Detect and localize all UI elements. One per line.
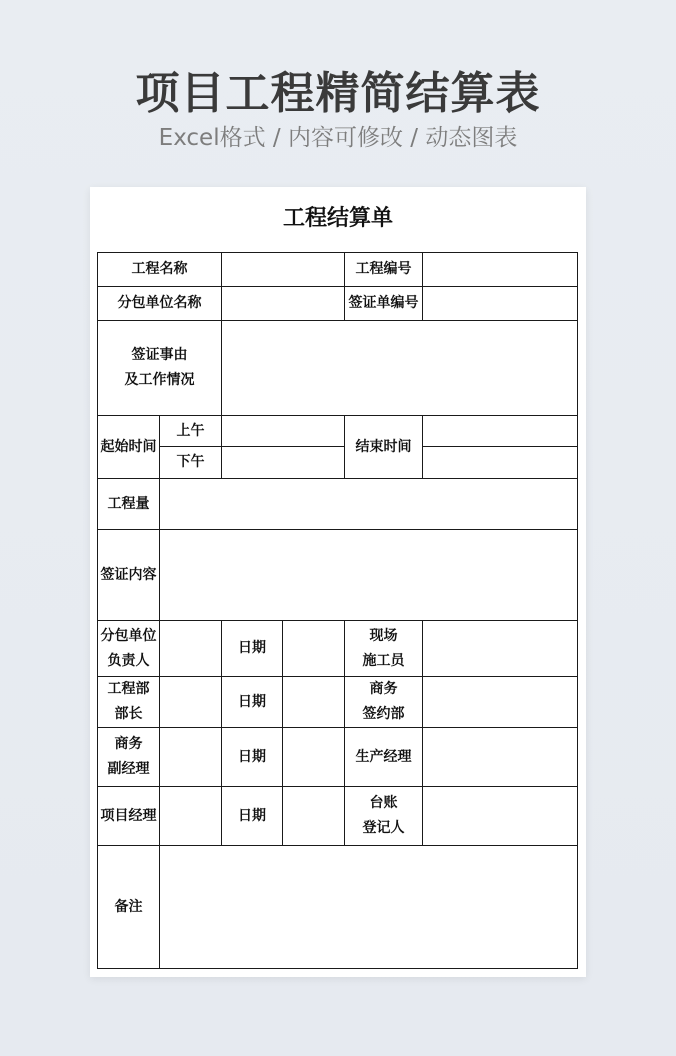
- label-am: 上午: [160, 416, 222, 447]
- end-am-cell[interactable]: [423, 416, 578, 447]
- project-name-cell[interactable]: [222, 253, 345, 287]
- table-row: [98, 253, 578, 287]
- label-sub-leader-line2: 负责人: [107, 652, 150, 669]
- eng-dept-date-cell[interactable]: [283, 677, 345, 728]
- settlement-table: [97, 252, 578, 969]
- label-date: 日期: [222, 787, 283, 846]
- label-quantity: 工程量: [98, 479, 160, 530]
- subcontractor-name-cell[interactable]: [222, 287, 345, 321]
- project-no-cell[interactable]: [423, 253, 578, 287]
- commerce-sign-cell[interactable]: [423, 677, 578, 728]
- label-pm: 下午: [160, 447, 222, 479]
- eng-dept-sign-cell[interactable]: [160, 677, 222, 728]
- label-visa-content: 签证内容: [98, 530, 160, 621]
- label-visa-reason-line1: 签证事由: [131, 347, 188, 363]
- ledger-sign-cell[interactable]: [423, 787, 578, 846]
- visa-reason-cell[interactable]: [222, 321, 578, 416]
- label-subcontractor-name: 分包单位名称: [98, 287, 222, 321]
- table-row: [98, 416, 578, 447]
- label-visa-reason: [98, 321, 222, 416]
- table-row: [98, 677, 578, 728]
- label-ledger-line2: 登记人: [362, 820, 405, 836]
- start-am-cell[interactable]: [222, 416, 345, 447]
- label-visa-no: 签证单编号: [345, 287, 423, 321]
- label-site-worker-line2: 施工员: [362, 652, 405, 669]
- page-title: 项目工程精简结算表: [135, 68, 541, 119]
- sub-leader-sign-cell[interactable]: [160, 621, 222, 677]
- label-remarks: 备注: [98, 846, 160, 969]
- label-commerce-vice: [98, 728, 160, 787]
- site-worker-sign-cell[interactable]: [423, 621, 578, 677]
- label-project-no: 工程编号: [345, 253, 423, 287]
- label-site-worker: [345, 621, 423, 677]
- table-row: [98, 530, 578, 621]
- table-row: [98, 787, 578, 846]
- label-commerce-vice-line2: 副经理: [107, 761, 150, 777]
- label-visa-reason-line2: 及工作情况: [124, 372, 195, 388]
- start-pm-cell[interactable]: [222, 447, 345, 479]
- label-commerce: [345, 677, 423, 728]
- sub-leader-date-cell[interactable]: [283, 621, 345, 677]
- table-row: [98, 321, 578, 416]
- label-date: 日期: [222, 677, 283, 728]
- label-eng-dept: [98, 677, 160, 728]
- project-manager-sign-cell[interactable]: [160, 787, 222, 846]
- table-row: [98, 621, 578, 677]
- label-commerce-vice-line1: 商务: [114, 736, 143, 752]
- label-commerce-line2: 签约部: [362, 706, 405, 722]
- table-row: [98, 728, 578, 787]
- visa-content-cell[interactable]: [160, 530, 578, 621]
- label-commerce-line1: 商务: [369, 681, 398, 697]
- label-eng-dept-line2: 部长: [114, 706, 143, 722]
- label-sub-leader-line1: 分包单位: [100, 627, 157, 644]
- label-project-manager: 项目经理: [98, 787, 160, 846]
- label-production-manager: 生产经理: [345, 728, 423, 787]
- production-manager-sign-cell[interactable]: [423, 728, 578, 787]
- table-row: [98, 846, 578, 969]
- table-row: [98, 479, 578, 530]
- remarks-cell[interactable]: [160, 846, 578, 969]
- table-row: [98, 447, 578, 479]
- label-end-time: 结束时间: [345, 416, 423, 479]
- project-manager-date-cell[interactable]: [283, 787, 345, 846]
- table-row: [98, 287, 578, 321]
- commerce-vice-sign-cell[interactable]: [160, 728, 222, 787]
- visa-no-cell[interactable]: [423, 287, 578, 321]
- label-ledger: [345, 787, 423, 846]
- commerce-vice-date-cell[interactable]: [283, 728, 345, 787]
- label-date: 日期: [222, 728, 283, 787]
- label-eng-dept-line1: 工程部: [107, 681, 150, 697]
- label-sub-leader: [98, 621, 160, 677]
- label-start-time: 起始时间: [98, 416, 160, 479]
- settlement-form-sheet: [90, 187, 586, 977]
- quantity-cell[interactable]: [160, 479, 578, 530]
- page-subtitle: Excel格式 / 内容可修改 / 动态图表: [158, 125, 518, 151]
- label-ledger-line1: 台账: [369, 795, 398, 811]
- label-date: 日期: [222, 621, 283, 677]
- end-pm-cell[interactable]: [423, 447, 578, 479]
- form-title: 工程结算单: [282, 206, 393, 231]
- label-site-worker-line1: 现场: [369, 627, 398, 644]
- label-project-name: 工程名称: [98, 253, 222, 287]
